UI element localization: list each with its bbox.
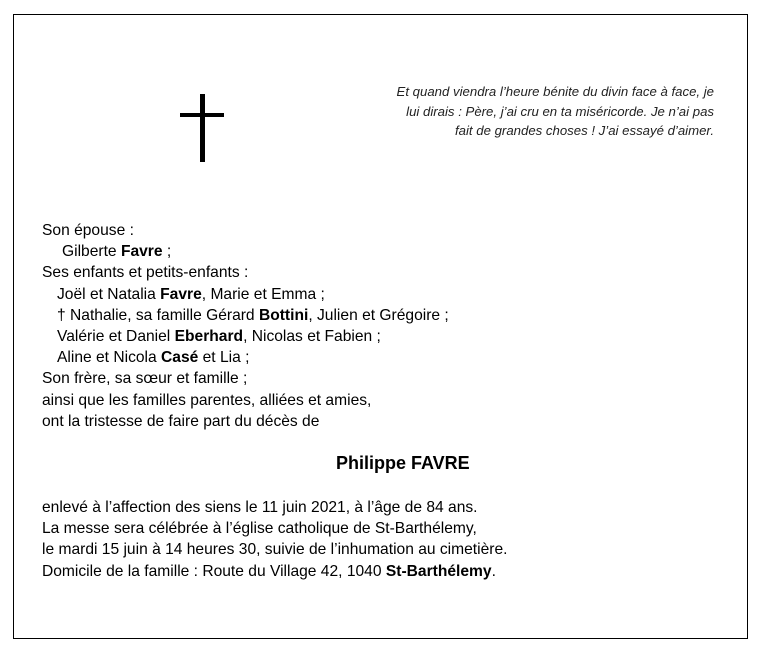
quote-line: fait de grandes choses ! J’ai essayé d’aimer. [455, 123, 714, 138]
family-member: Aline et Nicola Casé et Lia ; [57, 349, 250, 367]
burial-line: le mardi 15 juin à 14 heures 30, suivie de l’inhumation au cimetière. [42, 541, 508, 559]
spouse-label: Son épouse : [42, 222, 134, 239]
cross-icon [180, 94, 224, 162]
passing-line: enlevé à l’affection des siens le 11 juin 2021, à l’âge de 84 ans. [42, 499, 478, 516]
family-member: Valérie et Daniel Eberhard, Nicolas et Fabien ; [57, 328, 381, 346]
address-line: Domicile de la famille : Route du Village 42, 1040 St-Barthélemy. [42, 562, 496, 580]
deceased-name: Philippe FAVRE [336, 453, 470, 473]
mass-line: La messe sera célébrée à l’église catholique de St-Barthélemy, [42, 520, 477, 538]
spouse-name: Gilberte Favre ; [62, 243, 172, 261]
funeral-details [42, 497, 507, 582]
family-list [42, 220, 449, 432]
quote-line: lui dirais : Père, j’ai cru en ta miséricorde. Je n’ai pas [406, 103, 714, 119]
family-member: Joël et Natalia Favre, Marie et Emma ; [57, 285, 325, 303]
sibling-line: Son frère, sa sœur et famille ; [42, 370, 248, 388]
quote-line: Et quand viendra l’heure bénite du divin face à face, je [396, 84, 714, 99]
family-member: † Nathalie, sa famille Gérard Bottini, Julien et Grégoire ; [57, 306, 449, 324]
children-label: Ses enfants et petits-enfants : [42, 264, 249, 282]
epigraph-quote [314, 82, 714, 141]
relatives-line: ainsi que les familles parentes, alliées et amies, [42, 391, 372, 409]
announcement-line: ont la tristesse de faire part du décès de [42, 412, 320, 430]
